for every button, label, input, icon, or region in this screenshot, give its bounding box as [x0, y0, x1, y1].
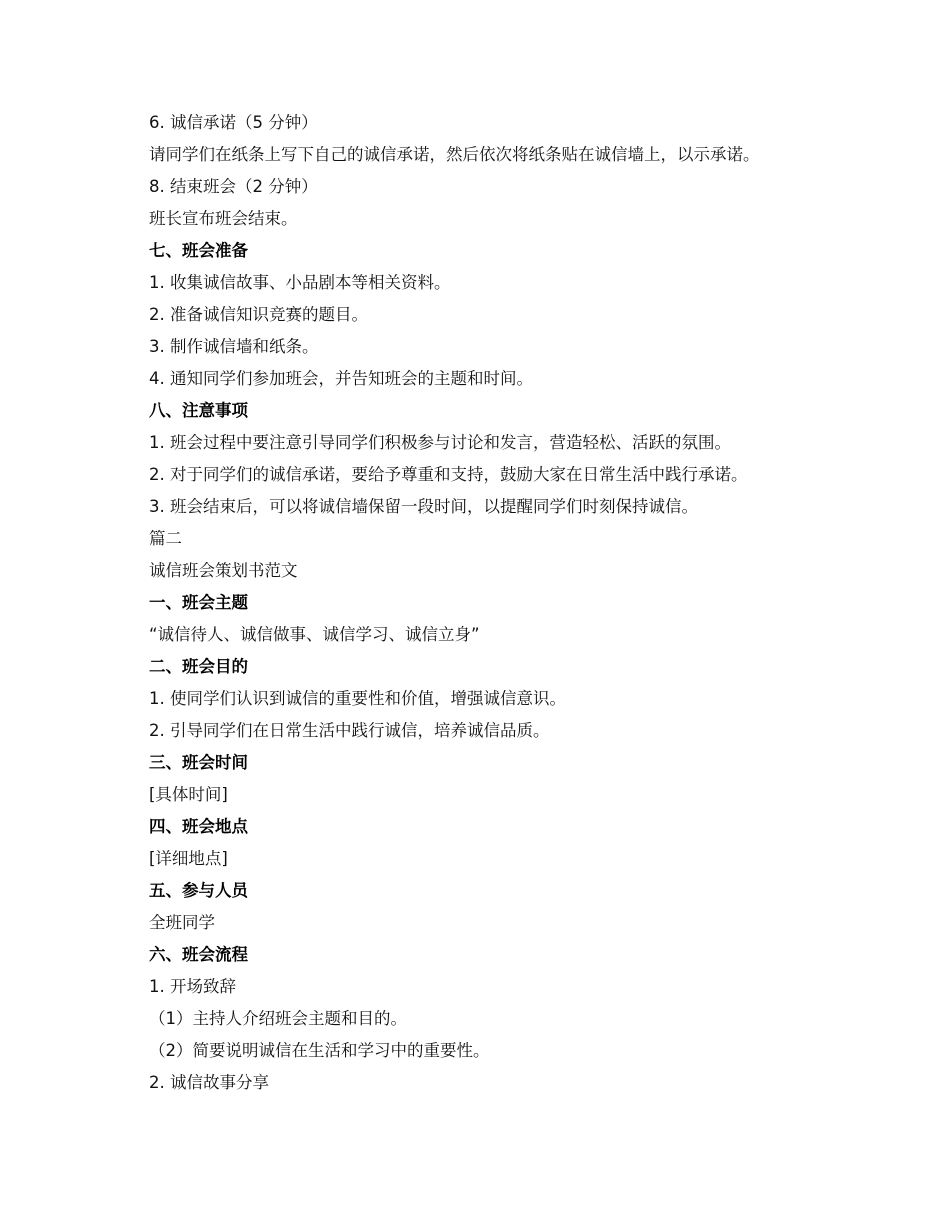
list-item-commitment: 6. 诚信承诺（5 分钟）	[149, 113, 318, 132]
paragraph: 全班同学	[149, 913, 215, 932]
theme-quote: “诚信待人、诚信做事、诚信学习、诚信立身”	[149, 625, 480, 644]
part-label: 篇二	[149, 529, 182, 548]
list-item: 1. 开场致辞	[149, 977, 236, 996]
section-heading-notes: 八、注意事项	[149, 401, 248, 420]
section-heading-preparation: 七、班会准备	[149, 241, 248, 260]
list-item: 2. 引导同学们在日常生活中践行诚信，培养诚信品质。	[149, 721, 550, 740]
list-item: 4. 通知同学们参加班会，并告知班会的主题和时间。	[149, 369, 533, 388]
placeholder-time: [具体时间]	[149, 785, 228, 804]
document-body	[149, 107, 869, 1099]
paragraph: 班长宣布班会结束。	[149, 209, 298, 228]
list-item: 3. 班会结束后，可以将诚信墙保留一段时间，以提醒同学们时刻保持诚信。	[149, 497, 698, 516]
list-item: 1. 使同学们认识到诚信的重要性和价值，增强诚信意识。	[149, 689, 566, 708]
sub-list-item: （2）简要说明诚信在生活和学习中的重要性。	[149, 1041, 490, 1060]
list-item: 2. 诚信故事分享	[149, 1073, 269, 1092]
section-heading-participants: 五、参与人员	[149, 881, 248, 900]
list-item: 1. 班会过程中要注意引导同学们积极参与讨论和发言，营造轻松、活跃的氛围。	[149, 433, 731, 452]
placeholder-location: [详细地点]	[149, 849, 228, 868]
sub-list-item: （1）主持人介绍班会主题和目的。	[149, 1009, 407, 1028]
paragraph: 请同学们在纸条上写下自己的诚信承诺，然后依次将纸条贴在诚信墙上，以示承诺。	[149, 145, 760, 164]
section-heading-location: 四、班会地点	[149, 817, 248, 836]
section-heading-theme: 一、班会主题	[149, 593, 248, 612]
list-item-closing: 8. 结束班会（2 分钟）	[149, 177, 318, 196]
list-item: 1. 收集诚信故事、小品剧本等相关资料。	[149, 273, 451, 292]
section-heading-time: 三、班会时间	[149, 753, 248, 772]
list-item: 2. 准备诚信知识竞赛的题目。	[149, 305, 368, 324]
list-item: 2. 对于同学们的诚信承诺，要给予尊重和支持，鼓励大家在日常生活中践行承诺。	[149, 465, 748, 484]
section-heading-purpose: 二、班会目的	[149, 657, 248, 676]
section-heading-process: 六、班会流程	[149, 945, 248, 964]
document-title: 诚信班会策划书范文	[149, 561, 298, 580]
list-item: 3. 制作诚信墙和纸条。	[149, 337, 319, 356]
